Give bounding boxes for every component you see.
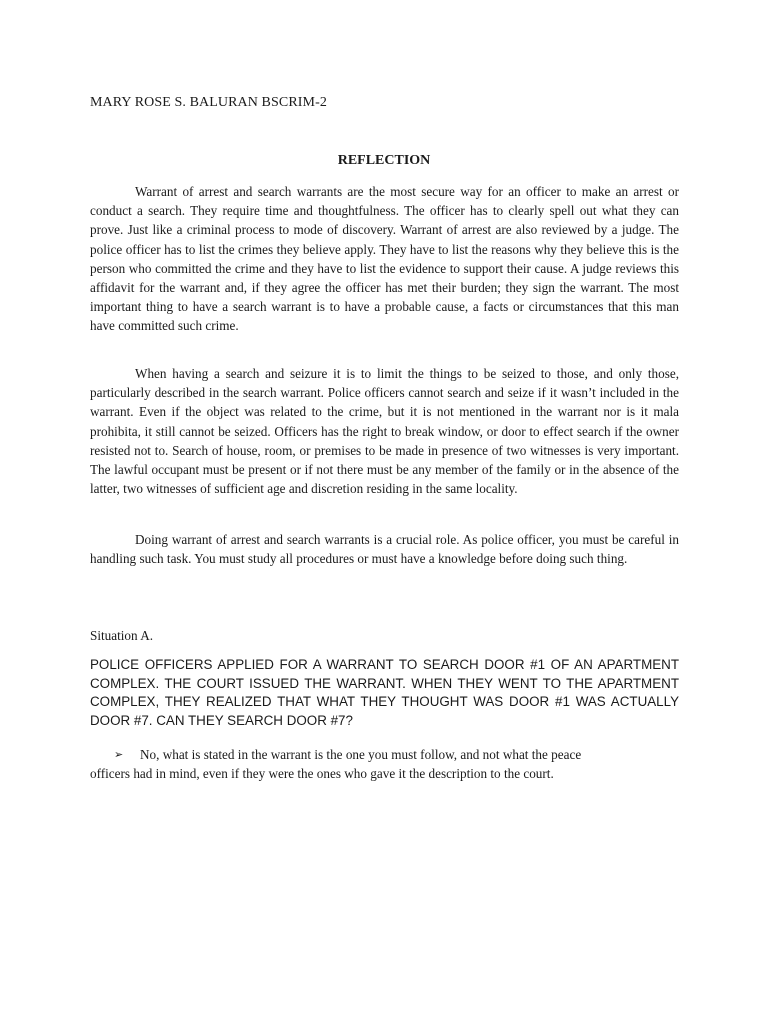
reflection-paragraph-2 [90, 364, 679, 498]
answer-block [90, 745, 679, 783]
reflection-paragraph-1 [90, 182, 679, 336]
paragraph-2-text: When having a search and seizure it is to limit the things to be seized to those, and only those, particularly described in the search warrant. Police officers cannot search and seize if it wasn’t included in the warrant. Even if the object was related to the crime, but it is not mentioned in the warrant nor is it mala prohibita, it still cannot be seized. Officers has the right to break window, or door to effect search if the owner resisted not to. Search of house, room, or premises to be made in presence of two witnesses is very important. The lawful occupant must be present or if not there must be any member of the family or in the absence of the latter, two witnesses of sufficient age and discretion residing in the same locality. [90, 366, 679, 497]
arrow-bullet-icon: ➢ [114, 748, 124, 761]
answer-text-line-1: No, what is stated in the warrant is the one you must follow, and not what the peace [140, 747, 582, 762]
answer-first-line [90, 745, 679, 764]
paragraph-3-text: Doing warrant of arrest and search warrants is a crucial role. As police officer, you must be careful in handling such task. You must study all procedures or must have a knowledge before doing such thing. [90, 532, 679, 567]
situation-label: Situation A. [90, 628, 154, 643]
answer-text-line-2: officers had in mind, even if they were the ones who gave it the description to the court. [90, 766, 554, 782]
author-header: MARY ROSE S. BALURAN BSCRIM-2 [90, 95, 327, 110]
paragraph-1-text: Warrant of arrest and search warrants are the most secure way for an officer to make an arrest or conduct a search. They require time and thoughtfulness. The officer has to clearly spell out what they can prove. Just like a criminal process to mode of discovery. Warrant of arrest are also reviewed by a judge. The police officer has to list the crimes they believe apply. They have to list the reasons why they believe this is the person who committed the crime and they have to list the evidence to support their cause. A judge reviews this affidavit for the warrant and, if they agree the officer has met their burden; they sign the warrant. The most important thing to have a search warrant is to have a probable cause, a facts or circumstances that this man have committed such crime. [90, 184, 679, 334]
document-title: REFLECTION [337, 153, 431, 168]
situation-question: POLICE OFFICERS APPLIED FOR A WARRANT TO SEARCH DOOR #1 OF AN APARTMENT COMPLEX. THE COURT ISSUED THE WARRANT. WHEN THEY WENT TO THE APARTMENT COMPLEX, THEY REALIZED THAT WHAT THEY THOUGHT WAS DOOR #1 WAS ACTUALLY DOOR #7. CAN THEY SEARCH DOOR #7? [90, 657, 679, 728]
reflection-paragraph-3 [90, 530, 679, 568]
